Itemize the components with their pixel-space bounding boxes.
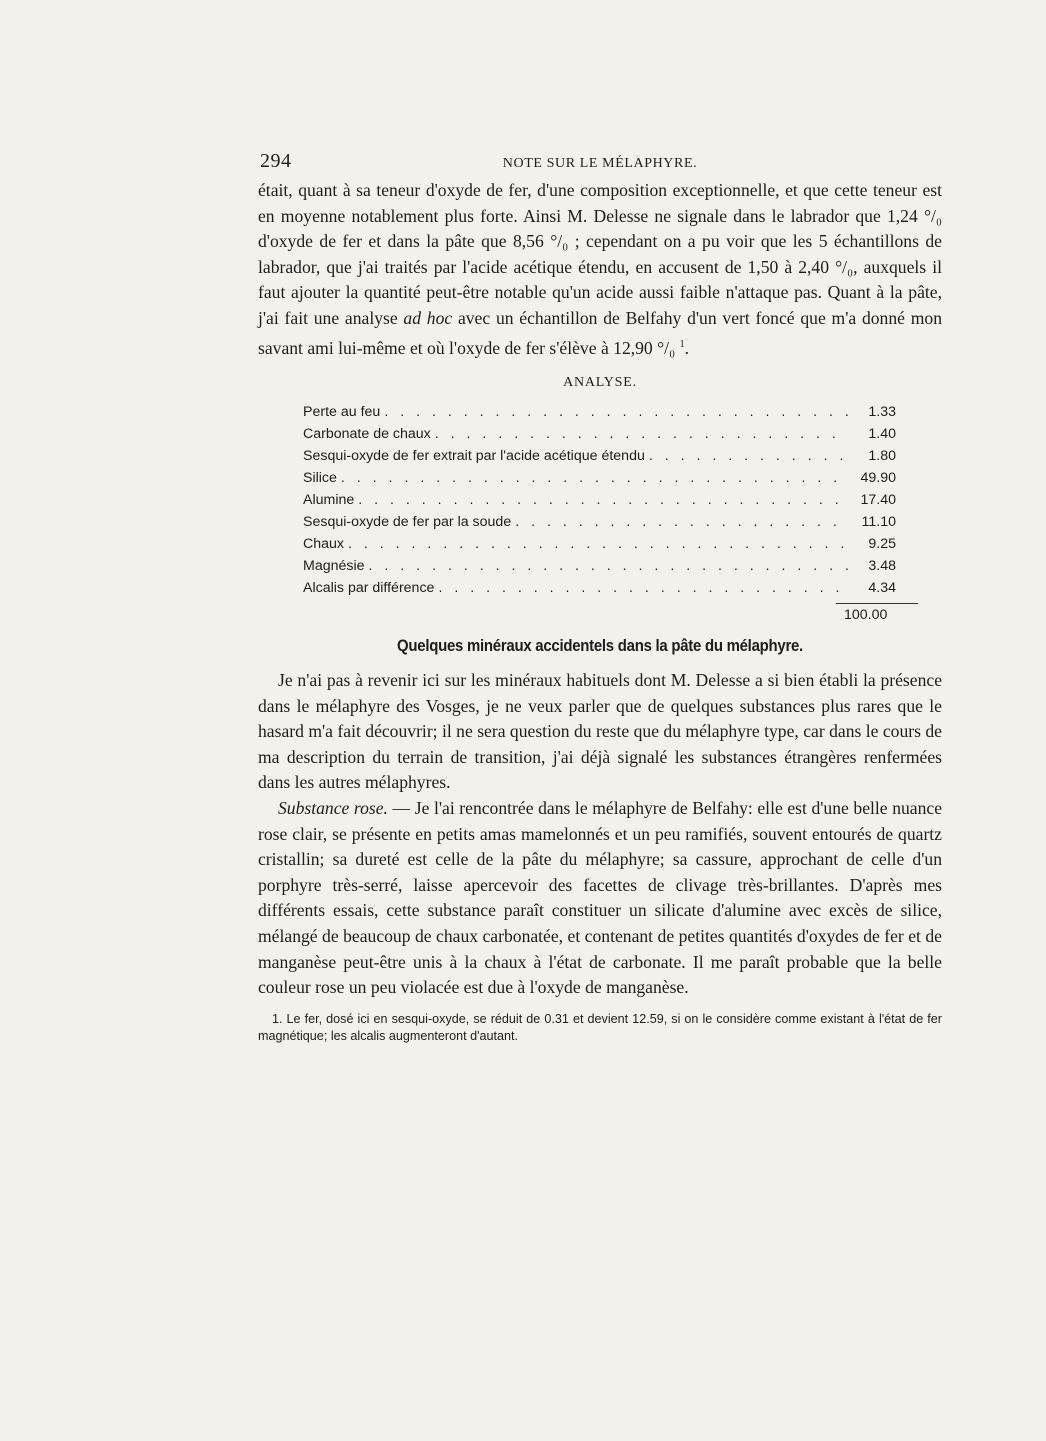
page-number: 294: [260, 150, 292, 172]
row-value: 3.48: [868, 558, 896, 575]
row-value: 17.40: [860, 492, 896, 509]
leader-dots: [348, 533, 848, 555]
analysis-row: [303, 445, 896, 467]
row-value: 4.34: [868, 580, 896, 597]
document-page: [258, 148, 942, 1045]
leader-dots: [515, 511, 848, 533]
row-label: Magnésie: [303, 558, 365, 575]
row-label: Chaux: [303, 536, 345, 553]
row-label: Alcalis par différence: [303, 580, 435, 597]
leader-dots: [438, 577, 848, 599]
body-paragraph-substance-rose: [258, 796, 942, 1001]
analysis-table: [303, 401, 896, 626]
analysis-row: [303, 533, 896, 555]
intro-text-3: .: [684, 337, 689, 358]
leader-dots: [358, 489, 848, 511]
leader-dots: [341, 467, 848, 489]
row-label: Sesqui-oxyde de fer extrait par l'acide acétique étendu: [303, 448, 645, 465]
paragraph-lead-italic: Substance rose.: [278, 797, 388, 818]
row-value: 1.40: [868, 426, 896, 443]
footnote-text: Le fer, dosé ici en sesqui-oxyde, se réduit de 0.31 et devient 12.59, si on le considère comme existant à l'état de fer magnétique; les alcalis augmenteront d'autant.: [258, 1011, 942, 1043]
intro-text-2: avec un échantillon de Belfahy d'un vert foncé que m'a donné mon savant ami lui-même et où l'oxyde de fer s'élève à 12,90 °/₀: [258, 307, 942, 358]
section-heading: Quelques minéraux accidentels dans la pâte du mélaphyre.: [397, 636, 803, 656]
intro-italic: ad hoc: [403, 307, 453, 328]
row-label: Sesqui-oxyde de fer par la soude: [303, 514, 512, 531]
footnote: [258, 1011, 942, 1045]
analysis-row: [303, 423, 896, 445]
body-paragraph: Je n'ai pas à revenir ici sur les minéraux habituels dont M. Delesse a si bien établi la présence dans le mélaphyre des Vosges, je ne veux parler que de quelques substances plus rares que le hasard m'a fait découvrir; il ne sera question du reste que du mélaphyre type, car dans le cours de ma description du terrain de transition, j'ai déjà signalé les substances étrangères renfermées dans les autres mélaphyres.: [258, 670, 942, 793]
analysis-row: [303, 489, 896, 511]
running-head: [258, 148, 942, 178]
row-value: 9.25: [868, 536, 896, 553]
analysis-row: [303, 401, 896, 423]
row-value: 1.80: [868, 448, 896, 465]
leader-dots: [384, 401, 848, 423]
total-row: [303, 603, 896, 626]
footnote-number: 1.: [272, 1011, 283, 1026]
analysis-total: 100.00: [836, 603, 918, 626]
leader-dots: [435, 423, 848, 445]
row-label: Perte au feu: [303, 404, 381, 421]
intro-text-1: était, quant à sa teneur d'oxyde de fer, d'une composition exceptionnelle, et que cette teneur est en moyenne notablement plus forte. Ainsi M. Delesse ne signale dans le labrador que 1,24 °/₀ d'oxyde de fer et dans la pâte que 8,56 °/₀ ; cependant on a pu voir que les 5 échantillons de labrador, que j'ai traités par l'acide acétique étendu, en accusent de 1,50 à 2,40 °/₀, auxquels il faut ajouter la quantité peut-être notable qu'un acide aussi faible n'attaque pas. Quant à la pâte, j'ai fait une analyse: [258, 180, 942, 328]
analysis-row: [303, 555, 896, 577]
analysis-row: [303, 511, 896, 533]
row-value: 1.33: [868, 404, 896, 421]
footnote-reference: 1: [679, 338, 685, 350]
row-label: Alumine: [303, 492, 355, 509]
row-value: 11.10: [861, 514, 896, 531]
analysis-row: [303, 577, 896, 599]
leader-dots: [369, 555, 848, 577]
running-title: NOTE SUR LE MÉLAPHYRE.: [502, 156, 698, 171]
row-label: Silice: [303, 470, 337, 487]
leader-dots: [649, 445, 848, 467]
intro-paragraph: [258, 178, 942, 361]
paragraph-text: — Je l'ai rencontrée dans le mélaphyre de Belfahy: elle est d'une belle nuance rose clair, se présente en petits amas mamelonnés et un peu ramifiés, souvent entourés de quartz cristallin; sa dureté est celle de la pâte du mélaphyre; sa cassure, approchant de celle d'un porphyre très-serré, laisse apercevoir des facettes de clivage très-brillantes. D'après mes différents essais, cette substance paraît constituer un silicate d'alumine avec excès de silice, mélangé de beaucoup de chaux carbonatée, et contenant de petites quantités d'oxydes de fer et de manganèse peut-être unis à la chaux à l'état de carbonate. Il me paraît probable que la belle couleur rose un peu violacée est due à l'oxyde de manganèse.: [258, 797, 943, 998]
analysis-row: [303, 467, 896, 489]
row-value: 49.90: [860, 470, 896, 487]
row-label: Carbonate de chaux: [303, 426, 431, 443]
analysis-title: ANALYSE.: [563, 375, 637, 391]
